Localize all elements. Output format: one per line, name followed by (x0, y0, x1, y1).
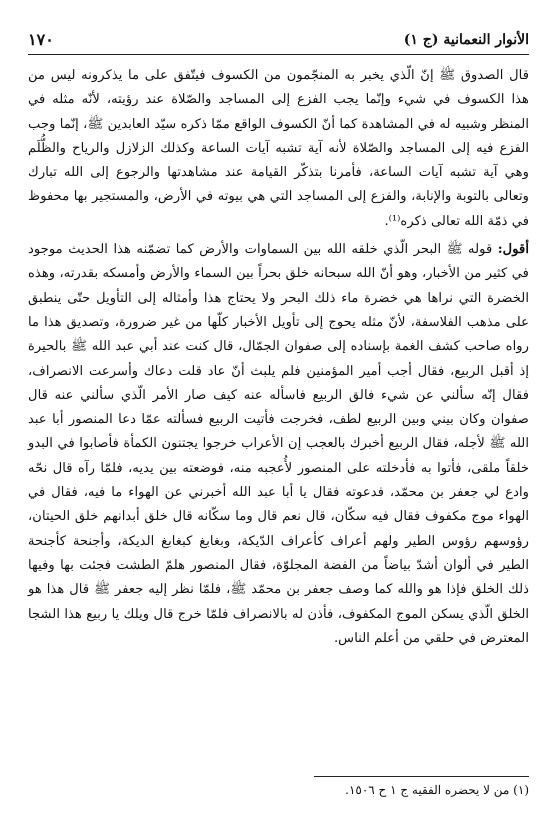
book-title: الأنوار النعمانية (ج ١) (403, 31, 529, 48)
footnote-rule (314, 776, 529, 777)
paragraph-aqulu (28, 238, 529, 651)
header-rule (28, 54, 529, 55)
page-number: ١٧٠ (28, 30, 54, 49)
running-header (28, 30, 529, 49)
paragraph-saduq (28, 64, 529, 234)
main-text (28, 64, 529, 651)
paragraph-text: قال الصدوق ﷺ إنّ الّذي يخبر به المنجّمون من الكسوف فيتّفق على ما يذكرونه ليس من هذا الكسوف في شيء وإنّما يجب الفزع إلى المساجد والصّلاة عند رؤيته، لأنّه مثله في المنظر وشبيه له في المشاهدة كما أنّ الكسوف الواقع ممّا ذكره سيّد العابدين ﷺ، إنّما وجب الفزع فيه إلى المساجد والصّلاة لأنه آية تشبه آيات الساعة وكذلك الزلازل والرياح والظُّلَم وهي آية تشبه آيات الساعة، فأمرنا بتذكّر القيامة عند مشاهدتها والرجوع إلى الله تبارك وتعالى بالتوبة والإنابة، والفزع إلى المساجد التي هي بيوته في الأرض، والمستجير بها محفوظ في ذمّة الله تعالى ذكره⁽¹⁾. (28, 68, 529, 229)
paragraph-text: قوله ﷺ البحر الّذي خلقه الله بين السماوات والأرض كما تضمّنه هذا الحديث موجود في كثير من الأخبار، وهو أنّ الله سبحانه خلق بحراً بين السماء والأرض وأمسكه بقدرته، وهذه الخضرة التي نراها هي خضرة ماء ذلك البحر ولا يحتاج هذا وأمثاله إلى التأويل حتّى ينطبق على مذهب الفلاسفة، لأنّ مثله يحوج إلى تأويل الأخبار كلّها من غير ضرورة، وتصديق هذا ما رواه صاحب كشف الغمة بإسناده إلى صفوان الجمّال، قال كنت عند أبي عبد الله ﷺ بالحيرة إذ أقبل الربيع، فقال أجب أمير المؤمنين فلم يلبث أنّ عاد قلت دعاك وأسرعت الانصراف، فقال إنّه سألني عن شيء فالق الربيع فاسأله عنه كيف صار الأمر الّذي سألني عنه قال صفوان وكان بيني وبين الربيع لطف، فخرجت فأتيت الربيع فسألته عمّا دعا المنصور أبا عبد الله ﷺ لأجله، فقال الربيع أخبرك بالعجب إن الأعراب خرجوا يجتنون الكمأة فأصابوا في البدو خلقاً ملقى، فأتوا به فأدخلته على المنصور لأُعجبه منه، فوضعته بين يديه، فلمّا رآه قال نحّه وادع لي جعفر بن محمّد، فدعوته فقال يا أبا عبد الله أخبرني عن الهواء ما فيه، فقال في الهواء موج مكفوف فقال فيه سكّان، قال نعم قال وما سكّانه قال خلق أبدانهم خلق الحيتان، رؤوسهم رؤوس الطير ولهم أعراف كأعراف الدّيكة، وبغابغ كبغابغ الديكة، وأجنحة كأجنحة الطير في ألوان أشدّ بياضاً من الفضة المجلوّة، فقال المنصور هلمّ الطشت فجئت بها وفيها ذلك الخلق فإذا هو والله كما وصف جعفر بن محمّد ﷺ، فلمّا نظر إليه جعفر ﷺ قال هذا هو الخلق الّذي يسكن الموج المكفوف، فأذن له بالانصراف فلمّا خرج قال ويلك يا ربيع هذا الشجا المعترض في حلقي من أعلم الناس. (28, 242, 529, 646)
paragraph-lead: أقول: (497, 242, 529, 258)
footnote: (١) من لا يحضره الفقيه ج ١ ح ١٥٠٦. (345, 783, 529, 797)
